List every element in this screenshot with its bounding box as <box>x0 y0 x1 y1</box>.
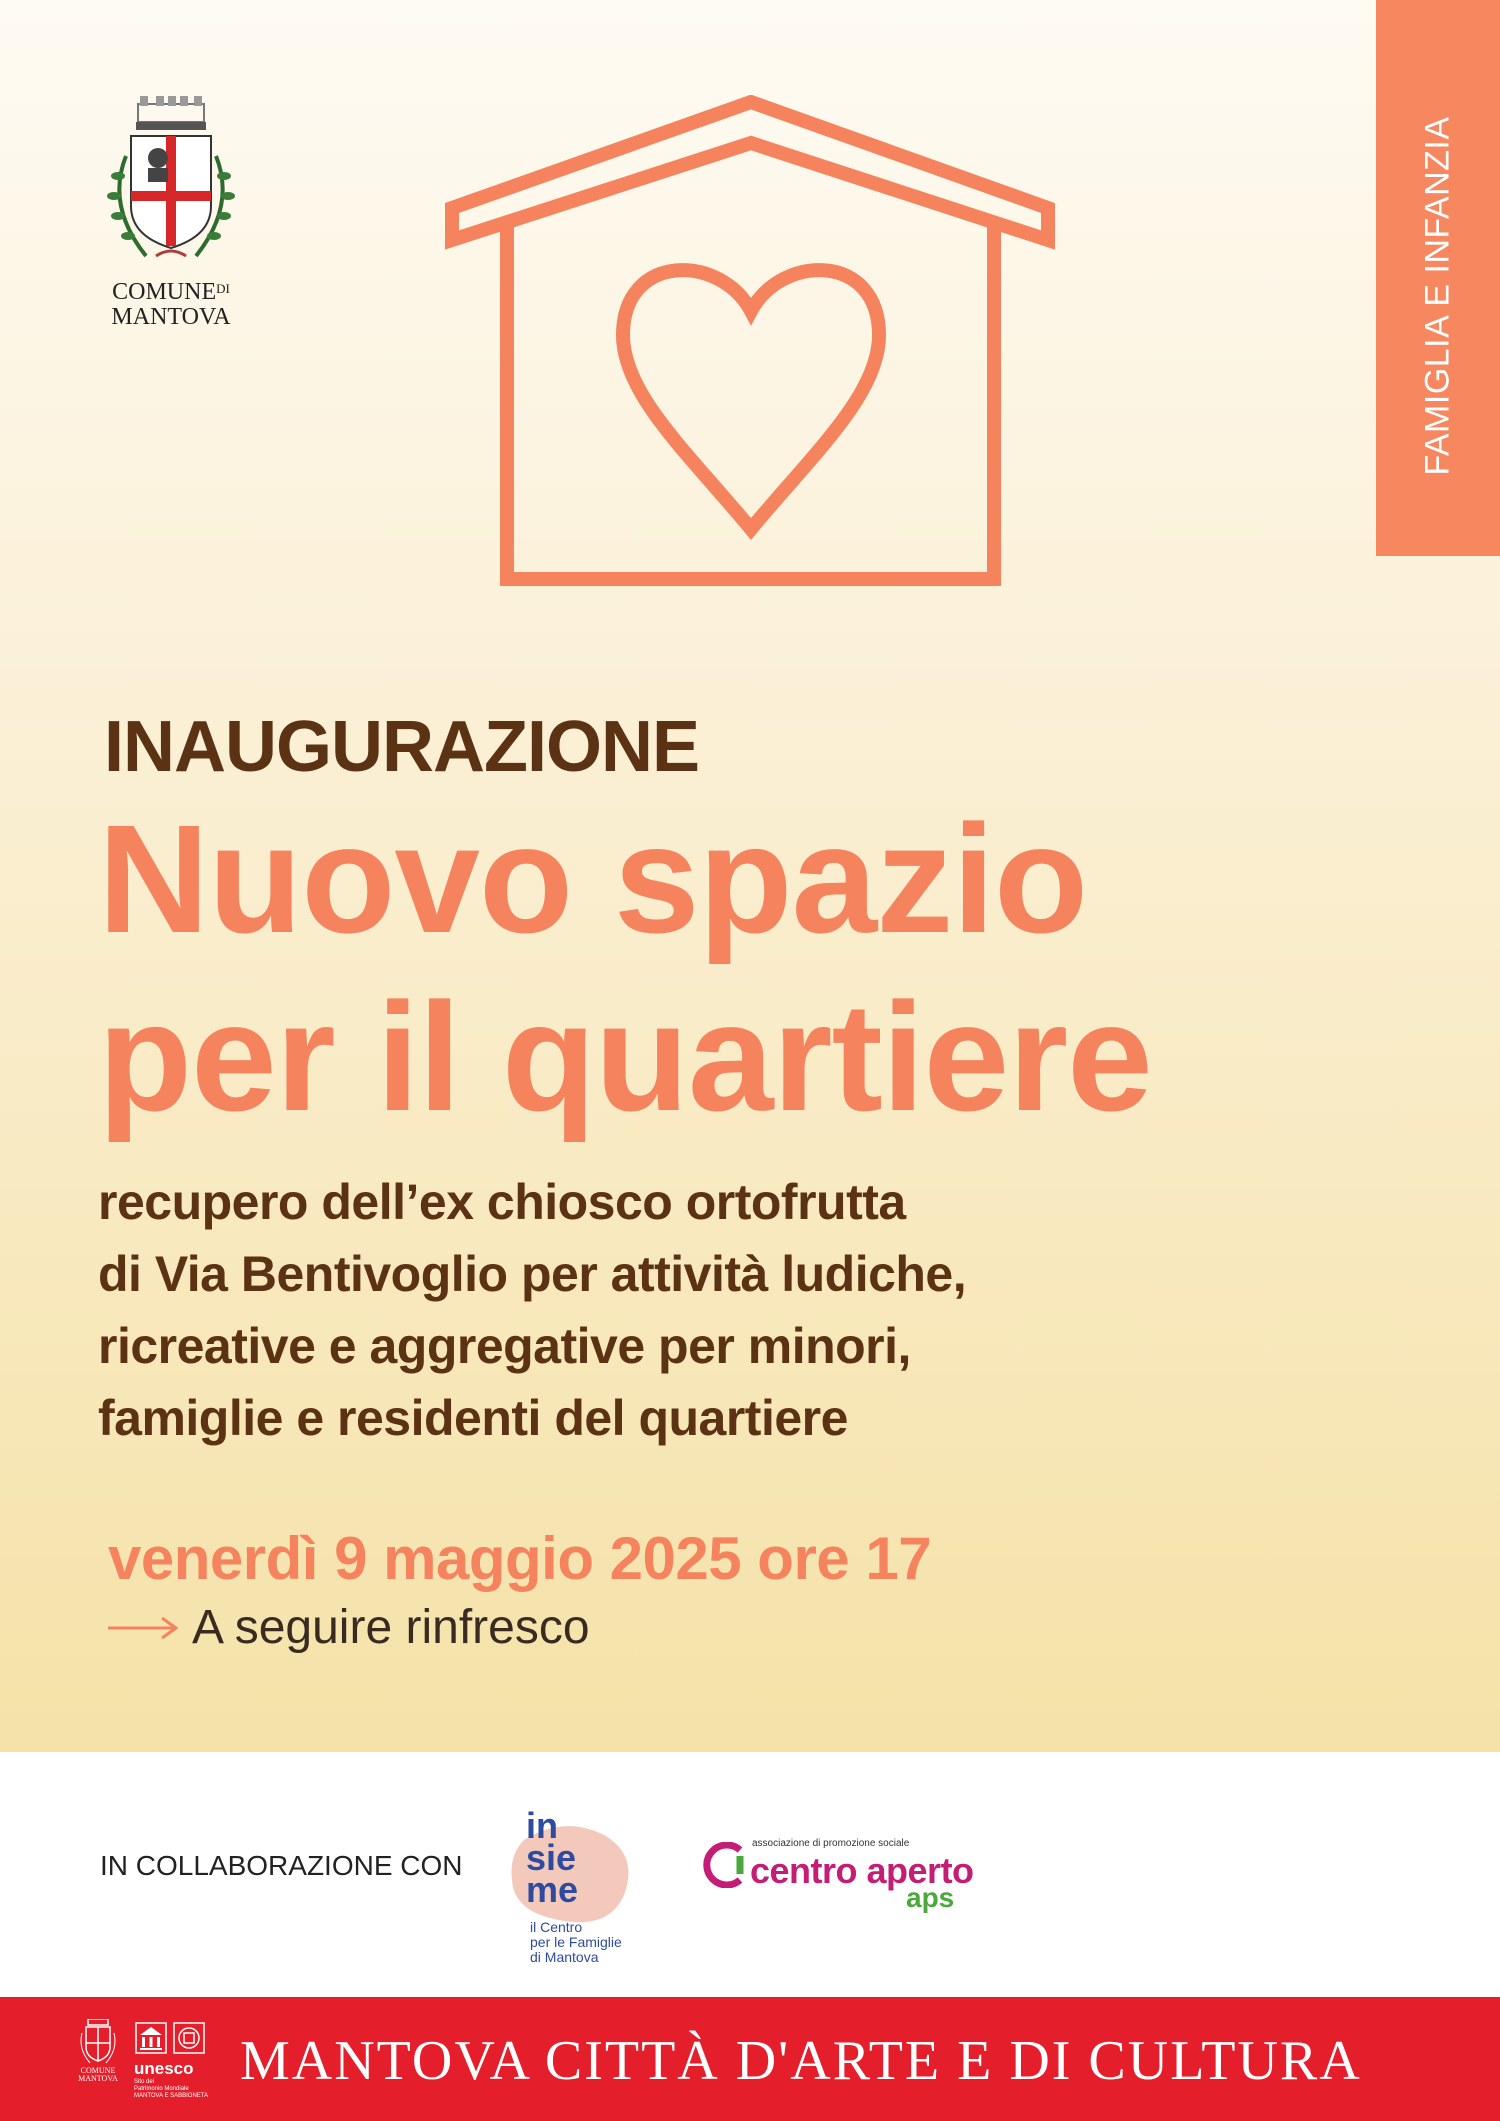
centro-aperto-logo <box>700 1838 1000 1913</box>
footer-crest-line: MANTOVA <box>78 2074 118 2083</box>
insieme-caption-line: per le Famiglie <box>530 1934 622 1950</box>
follow-up-text: A seguire rinfresco <box>192 1601 590 1654</box>
crest-label <box>96 276 246 330</box>
centro-aperto-suffix: aps <box>906 1882 955 1913</box>
insieme-word <box>526 1805 606 1910</box>
city-crest <box>96 96 246 336</box>
insieme-logo <box>496 1800 646 1980</box>
event-kicker: INAUGURAZIONE <box>104 707 699 787</box>
description-line: di Via Bentivoglio per attività ludiche, <box>98 1246 967 1302</box>
headline-line2: per il quartiere <box>98 971 1152 1143</box>
insieme-caption-line: di Mantova <box>530 1949 599 1965</box>
insieme-word-part: me <box>526 1869 579 1910</box>
arrow-right-icon <box>108 1616 178 1640</box>
description-line: ricreative e aggregative per minori, <box>98 1318 911 1374</box>
footer-crest-icon <box>76 2019 120 2065</box>
collaboration-label: IN COLLABORAZIONE CON <box>100 1850 463 1881</box>
insieme-caption-line: il Centro <box>530 1919 583 1935</box>
footer-crest-line: COMUNE <box>80 2066 116 2075</box>
centro-aperto-name: centro aperto <box>750 1850 974 1891</box>
category-tab-label: FAMIGLIA E INFANZIA <box>1418 116 1457 476</box>
footer-title: MANTOVA CITTÀ D'ARTE E DI CULTURA <box>240 2030 1362 2092</box>
insieme-word-part: in <box>526 1805 558 1846</box>
crest-di: DI <box>216 281 230 296</box>
city-crest-icon <box>96 96 246 276</box>
centro-aperto-logo-icon <box>700 1842 746 1888</box>
event-description <box>98 1166 1258 1454</box>
footer-crest-text <box>76 2067 120 2083</box>
unesco-logo <box>134 2021 214 2099</box>
unesco-word: unesco <box>134 2059 194 2078</box>
insieme-caption <box>530 1920 650 1965</box>
unesco-caption-line: Patrimonio Mondiale <box>134 2086 189 2092</box>
crest-line2: MANTOVA <box>111 304 231 330</box>
insieme-word-part: sie <box>526 1837 577 1878</box>
description-line: recupero dell’ex chiosco ortofrutta <box>98 1174 906 1230</box>
follow-up-row <box>108 1600 590 1655</box>
crest-line1: COMUNE <box>112 279 217 305</box>
footer-crest <box>76 2019 120 2099</box>
event-date-time: venerdì 9 maggio 2025 ore 17 <box>108 1525 932 1592</box>
unesco-caption <box>134 2079 214 2100</box>
description-line: famiglie e residenti del quartiere <box>98 1390 848 1446</box>
centro-aperto-tagline: associazione di promozione sociale <box>752 1838 910 1849</box>
unesco-temple-icon <box>134 2021 214 2055</box>
headline <box>98 790 1152 1146</box>
unesco-caption-line: Sito del <box>134 2079 155 2085</box>
unesco-caption-line: MANTOVA E SABBIONETA <box>134 2093 209 2099</box>
house-heart-icon <box>440 95 1060 595</box>
footer-bar <box>0 1997 1500 2121</box>
category-tab <box>1376 0 1500 556</box>
headline-line1: Nuovo spazio <box>98 793 1088 965</box>
